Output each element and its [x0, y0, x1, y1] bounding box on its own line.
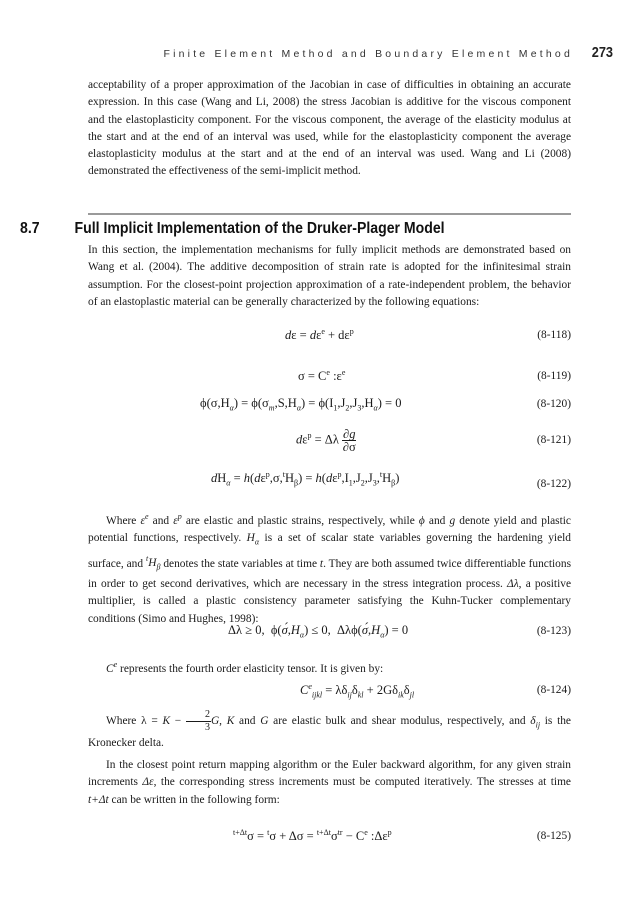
definitions-paragraph: Where $\varepsilon^e$ and $\varepsilon^p$ are elastic and plastic strains, respectively, while ϕ and g denote yield and plastic potential functions, respectively. $H_\alpha$ is a set of scalar state variables governing the hardening yield surface, and $^tH_\beta$ denotes the state variables at time t. They are both assumed twice differentiable functions in order to get second derivatives, which are necessary in the stress integration process. Δλ, a positive multiplier, is called a plastic consistency parameter satisfying the Kuhn-Tucker complementary conditions (Simo and Hughes, 1998):: [88, 512, 572, 625]
equation-body: $^{t+\Delta t}\sigma = ^t\sigma + \Delta\sigma = ^{t+\Delta t}\sigma^{tr} - C^e$ $:\Delta\varepsilon^p$: [233, 828, 392, 844]
lame-paragraph: Where λ = K − $\frac{2}{3}$ G, K and G are elastic bulk and shear modulus, respectively, and $\delta_{ij}$ is the Kronecker delta.: [88, 709, 571, 750]
equation-8-121: [88, 428, 571, 460]
section-heading: [20, 220, 445, 238]
equation-body: $C^e_{ijkl} = \lambda\delta_{ij}\delta_{kl} + 2G\delta_{ik}\delta_{jl}$: [300, 682, 415, 700]
equation-label: (8-125): [536, 830, 571, 842]
equation-body: Δλ ≥ 0, $\phi(\sigmá,H_\alpha) \le 0$, $\Delta\lambda\phi(\sigmá,H_\alpha) = 0$: [228, 623, 409, 640]
equation-label: (8-119): [537, 370, 571, 382]
equation-label: (8-118): [537, 329, 571, 341]
equation-body: $dH_\alpha = h(d\varepsilon^p,\sigma,^tH_\beta) = h(d\varepsilon^p,I_1,J_2,J_3,^tH_\beta)$: [211, 470, 400, 488]
equation-8-118: [88, 327, 571, 353]
elasticity-tensor-paragraph: Ce represents the fourth order elasticity tensor. It is given by:: [106, 660, 384, 675]
intro-paragraph: acceptability of a proper approximation of the Jacobian in case of difficulties in obtaining an accurate expression. In this case (Wang and Li, 2008) the stress Jacobian is additive for the viscous component and the elastoplasticity component. For the viscous component, the average of the elasticity modulus at the start and at the end of an interval was used, while for the elastoplasticity component the average elastoplasticity modulus at the start and at the end of an interval was used. Wang and Li (2008) demonstrated the effectiveness of the semi-implicit method.: [88, 79, 571, 178]
running-head: [0, 44, 621, 64]
equation-label: (8-120): [536, 398, 571, 410]
equation-label: (8-121): [536, 434, 571, 446]
page-number: 273: [591, 44, 613, 61]
equation-body: $d\varepsilon^p = \Delta\lambda$ $\frac{\partial g}{\partial\sigma}$: [296, 427, 356, 454]
section-paragraph: In this section, the implementation mechanisms for fully implicit methods are demonstrated based on Wang et al. (2004). The additive decomposition of strain rate is adopted for the infinitesimal strain assumption. For the closest-point projection approximation of a rate-independent problem, the behavior of an elastoplastic material can be generally characterized by the following equations:: [88, 244, 571, 308]
equation-8-124: [88, 682, 571, 708]
equation-label: (8-124): [536, 684, 571, 696]
section-number: 8.7: [20, 220, 40, 237]
equation-label: (8-122): [536, 478, 571, 490]
equation-8-122: [88, 470, 571, 496]
equation-body: $\phi(\sigma,H_\alpha) = \phi(\sigma_m,S,H_\alpha) = \phi(I_1,J_2,J_3,H_\alpha) = 0$: [200, 396, 402, 413]
equation-body: $\sigma = C^e$ $:\varepsilon^e$: [298, 368, 346, 384]
equation-label: (8-123): [536, 625, 571, 637]
section-divider: [88, 213, 571, 215]
equation-body: $d\varepsilon = d\varepsilon^e + d\varepsilon^p$: [285, 327, 354, 343]
equation-8-120: [88, 396, 571, 422]
equation-8-119: [88, 368, 571, 394]
equation-8-125: [88, 828, 571, 854]
return-mapping-paragraph: In the closest point return mapping algorithm or the Euler backward algorithm, for any given strain increments Δε, the corresponding stress increments must be computed iteratively. The stresses at time t+Δt can be written in the following form:: [88, 759, 571, 806]
equation-8-123: [88, 623, 571, 649]
running-title: Finite Element Method and Boundary Element Method: [163, 48, 573, 60]
section-title: Full Implicit Implementation of the Druker-Plager Model: [74, 220, 445, 237]
